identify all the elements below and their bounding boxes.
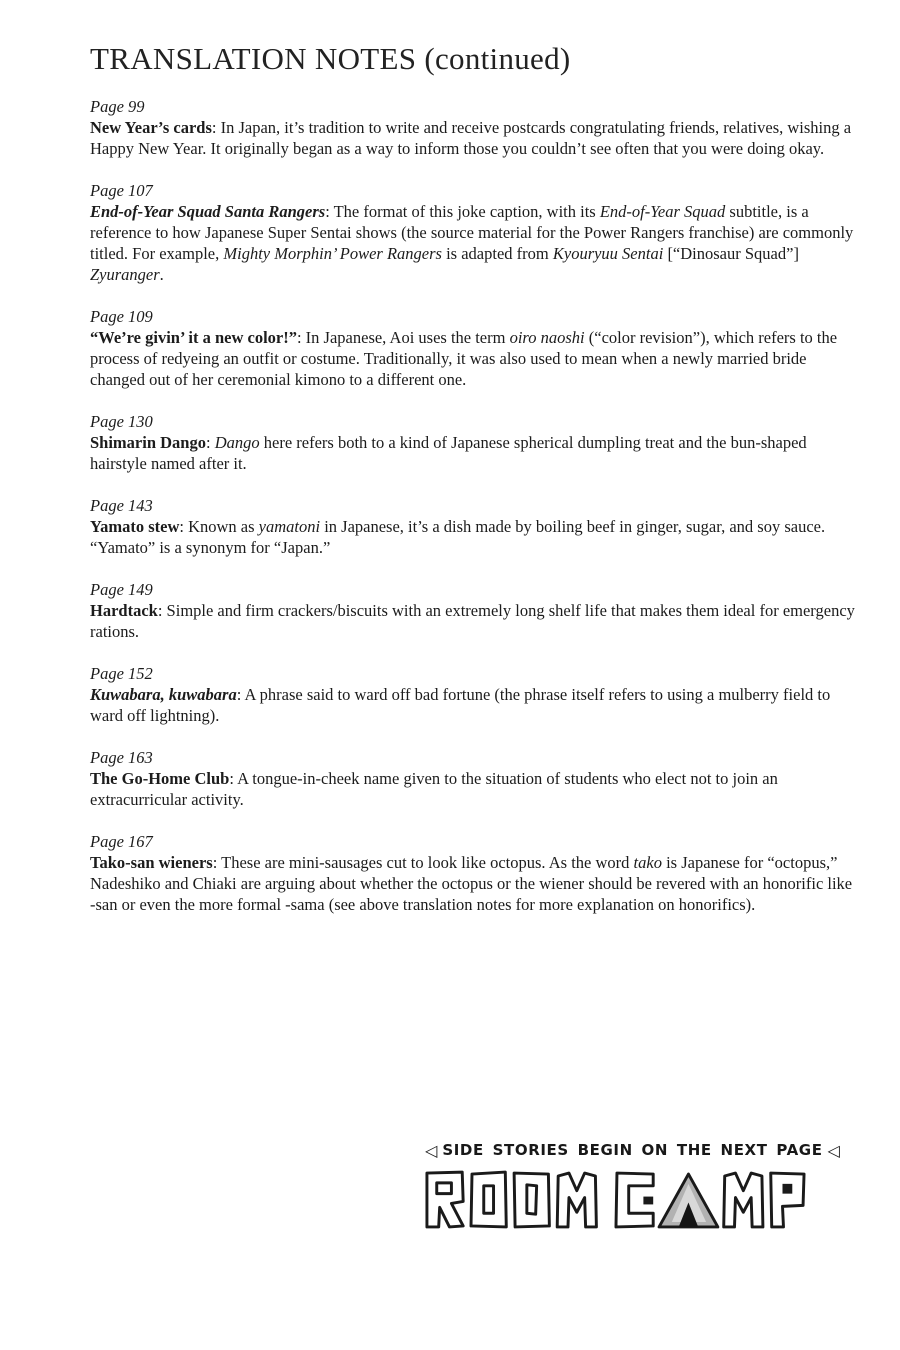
note-page-label: Page 109 <box>90 307 153 326</box>
note-page-label: Page 99 <box>90 97 145 116</box>
logo-letter-r <box>427 1172 463 1227</box>
logo-c-tick <box>643 1197 653 1205</box>
side-stories-banner <box>420 1139 840 1162</box>
logo-letter-p <box>771 1173 804 1227</box>
note-section <box>90 747 857 810</box>
note-text: The Go-Home Club: A tongue-in-cheek name given to the situation of students who elect not to join an extracurricular activity. <box>90 769 778 809</box>
note-text: Kuwabara, kuwabara: A phrase said to ward off bad fortune (the phrase itself refers to using a mulberry field to ward off lightning). <box>90 685 831 725</box>
note-page-label: Page 163 <box>90 748 153 767</box>
note-section <box>90 831 857 915</box>
note-text: End-of-Year Squad Santa Rangers: The format of this joke caption, with its End-of-Year Squad subtitle, is a reference to how Japanese Super Sentai shows (the source material for the Power Rangers franchise) are commonly titled. For example, Mighty Morphin’ Power Rangers is adapted from Kyouryuu Sentai [“Dinosaur Squad”] Zyuranger. <box>90 202 854 284</box>
logo-p-dot <box>782 1184 792 1194</box>
note-section <box>90 96 857 159</box>
notes-list <box>90 96 857 915</box>
note-section <box>90 411 857 474</box>
note-text: Yamato stew: Known as yamatoni in Japanese, it’s a dish made by boiling beef in ginger, sugar, and soy sauce. “Yamato” is a synonym for “Japan.” <box>90 517 826 557</box>
note-text: New Year’s cards: In Japan, it’s tradition to write and receive postcards congratulating friends, relatives, wishing a Happy New Year. It originally began as a way to inform those you couldn’t see often that you were doing okay. <box>90 118 852 158</box>
note-page-label: Page 107 <box>90 181 153 200</box>
side-stories-text: SIDE STORIES BEGIN ON THE NEXT PAGE <box>442 1141 823 1159</box>
page-title: TRANSLATION NOTES (continued) <box>90 41 571 76</box>
note-section <box>90 180 857 285</box>
note-section <box>90 579 857 642</box>
note-text: Shimarin Dango: Dango here refers both to a kind of Japanese spherical dumpling treat and the bun-shaped hairstyle named after it. <box>90 433 807 473</box>
note-section <box>90 663 857 726</box>
note-text: Tako-san wieners: These are mini-sausages cut to look like octopus. As the word tako is Japanese for “octopus,” Nadeshiko and Chiaki are arguing about whether the octopus or the wiener should be revered with an honorific like -san or even the more formal -sama (see above translation notes for more explanation on honorifics). <box>90 853 853 914</box>
note-page-label: Page 130 <box>90 412 153 431</box>
note-section <box>90 306 857 390</box>
note-page-label: Page 149 <box>90 580 153 599</box>
note-section <box>90 495 857 558</box>
note-page-label: Page 167 <box>90 832 153 851</box>
note-page-label: Page 152 <box>90 664 153 683</box>
page-content <box>90 40 857 915</box>
logo-letter-m <box>724 1173 763 1227</box>
right-triangle-icon: ◁ <box>827 1141 840 1160</box>
note-text: Hardtack: Simple and firm crackers/biscuits with an extremely long shelf life that makes them ideal for emergency rations. <box>90 601 855 641</box>
tent-icon <box>659 1174 718 1227</box>
note-text: “We’re givin’ it a new color!”: In Japanese, Aoi uses the term oiro naoshi (“color revision”), which refers to the process of redyeing an outfit or costume. Traditionally, it was also used to mean when a newly married bride changed out of her ceremonial kimono to a different one. <box>90 328 838 389</box>
logo-letter-o <box>471 1172 506 1227</box>
room-camp-logo <box>424 1169 806 1232</box>
footer <box>420 1139 840 1237</box>
note-page-label: Page 143 <box>90 496 153 515</box>
logo-letter-m <box>557 1173 596 1227</box>
logo-letter-o <box>514 1173 549 1227</box>
left-triangle-icon: ◁ <box>425 1141 438 1160</box>
